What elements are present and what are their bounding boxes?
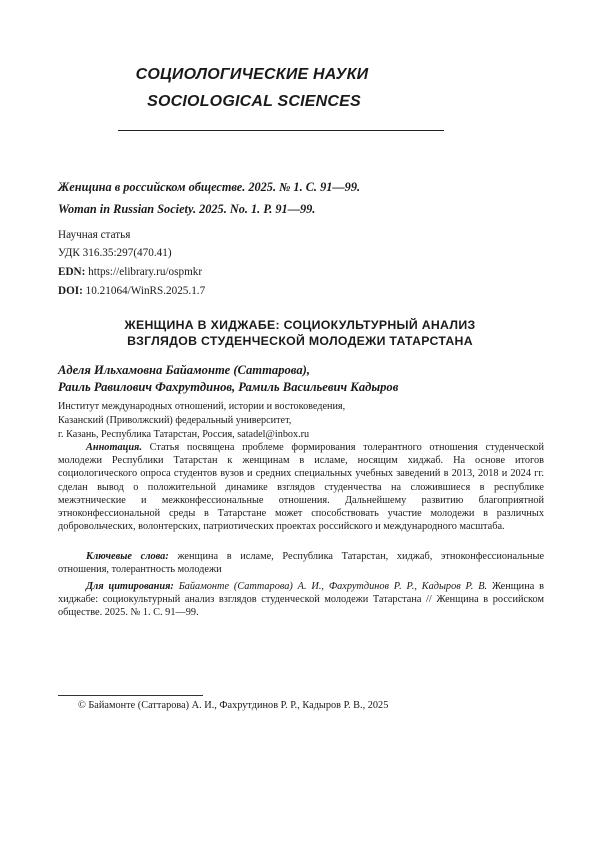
affiliation-line-3: г. Казань, Республика Татарстан, Россия, satadel@inbox.ru	[58, 429, 309, 440]
udk-code: УДК 316.35:297(470.41)	[58, 247, 172, 259]
affiliation-line-1: Институт международных отношений, истории и востоковедения,	[58, 401, 345, 412]
footnote-divider	[58, 695, 203, 696]
edn-label: EDN:	[58, 266, 85, 278]
copyright-notice: © Байамонте (Саттарова) А. И., Фахрутдинов Р. Р., Кадыров Р. В., 2025	[78, 700, 388, 711]
article-title-line-2: ВЗГЛЯДОВ СТУДЕНЧЕСКОЙ МОЛОДЕЖИ ТАТАРСТАНА	[40, 333, 560, 349]
keywords-text: женщина в исламе, Республика Татарстан, хиджаб, этноконфессиональные отношения, толерантность молодежи	[58, 551, 544, 575]
citation-header-ru: Женщина в российском обществе. 2025. № 1. С. 91—99.	[58, 180, 360, 195]
section-divider	[118, 130, 444, 131]
authors-line-1: Аделя Ильхамовна Байамонте (Саттарова),	[58, 363, 310, 378]
article-first-page	[0, 0, 600, 848]
affiliation-line-2: Казанский (Приволжский) федеральный университет,	[58, 415, 291, 426]
abstract-label: Аннотация.	[86, 442, 142, 453]
journal-section-ru: СОЦИОЛОГИЧЕСКИЕ НАУКИ	[0, 66, 552, 84]
doi-line	[58, 285, 205, 297]
abstract-text: Статья посвящена проблеме формирования толерантного отношения студенческой молодежи Республики Татарстан к женщинам в исламе, носящим хиджаб. На основе итогов социологического опроса студентов вузов и средних специальных учебных заведений в 2013, 2018 и 2024 гг. сделан вывод о положительной динамике взглядов студенчества на сложившиеся в республике межэтнические и межконфессиональные отношения. Дальнейшему развитию благоприятной этноконфессиональной среды в Татарстане может способствовать участие молодежи в различных добровольческих, волонтерских, патриотических проектах российского и международного масштаба.	[58, 442, 544, 532]
article-type: Научная статья	[58, 229, 130, 241]
article-title-line-1: ЖЕНЩИНА В ХИДЖАБЕ: СОЦИОКУЛЬТУРНЫЙ АНАЛИЗ	[40, 317, 560, 333]
for-citation-text: Женщина в хиджабе: социокультурный анализ взглядов студенческой молодежи Татарстана // Женщина в российском обществе. 2025. № 1. С. 91—99.	[58, 581, 544, 618]
doi-link[interactable]: 10.21064/WinRS.2025.1.7	[86, 285, 206, 297]
edn-link[interactable]: https://elibrary.ru/ospmkr	[88, 266, 202, 278]
for-citation-authors: Байамонте (Саттарова) А. И., Фахрутдинов Р. Р., Кадыров Р. В.	[179, 581, 487, 592]
edn-line	[58, 266, 202, 278]
citation-header-en: Woman in Russian Society. 2025. No. 1. P. 91—99.	[58, 202, 315, 217]
journal-section-en: SOCIOLOGICAL SCIENCES	[0, 93, 554, 111]
for-citation-label: Для цитирования:	[86, 581, 174, 592]
for-citation	[58, 580, 544, 620]
keywords-label: Ключевые слова:	[86, 551, 169, 562]
abstract	[58, 441, 544, 533]
keywords	[58, 550, 544, 576]
doi-label: DOI:	[58, 285, 83, 297]
authors-line-2: Раиль Равилович Фахрутдинов, Рамиль Васильевич Кадыров	[58, 380, 398, 395]
